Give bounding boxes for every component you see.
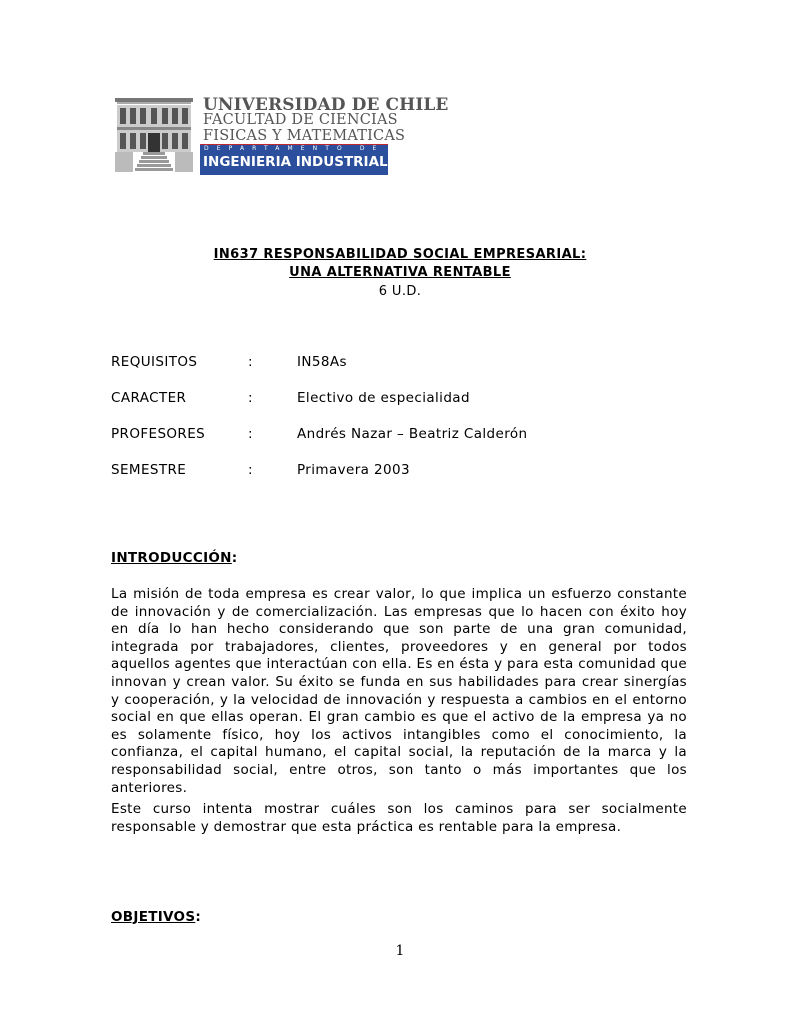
logo-faculty-line2: FISICAS Y MATEMATICAS — [203, 128, 406, 144]
field-semestre-label: SEMESTRE — [111, 462, 187, 478]
field-semestre-colon: : — [248, 462, 253, 478]
course-units: 6 U.D. — [378, 284, 422, 299]
objectives-heading — [111, 909, 201, 925]
course-title-line2 — [0, 265, 800, 280]
introduction-paragraph-2: Este curso intenta mostrar cuáles son los caminos para ser socialmente responsable y demostrar que esta práctica es rentable para la empresa. — [111, 801, 687, 835]
logo-accent-line — [200, 144, 388, 145]
course-title-line1-text: IN637 RESPONSABILIDAD SOCIAL EMPRESARIAL: — [213, 247, 587, 262]
objectives-heading-text: OBJETIVOS — [111, 909, 196, 925]
field-caracter-colon: : — [248, 390, 253, 406]
field-profesores-label: PROFESORES — [111, 426, 206, 442]
page-number: 1 — [395, 943, 405, 959]
field-caracter-value: Electivo de especialidad — [297, 390, 470, 406]
introduction-heading — [111, 550, 238, 566]
field-requisitos-value: IN58As — [297, 354, 347, 370]
introduction-paragraph-1: La misión de toda empresa es crear valor, lo que implica un esfuerzo constante de innovación y de comercialización. Las empresas que lo hacen con éxito hoy en día lo han hecho considerando que son parte de una gran comunidad, integrada por trabajadores, clientes, proveedores y en general por todos aquellos agentes que interactúan con ella. Es en ésta y para esta comunidad que innovan y crean valor. Su éxito se funda en sus habilidades para crear sinergías y cooperación, y la velocidad de innovación y respuesta a cambios en el entorno social en que ellas operan. El gran cambio es que el activo de la empresa ya no es solamente físico, hoy los activos intangibles como el conocimiento, la confianza, el capital humano, el capital social, la reputación de la marca y la responsabilidad social, entre otros, son tanto o más importantes que los anteriores. — [111, 586, 687, 796]
course-title-line1 — [0, 247, 800, 262]
faculty-building-icon — [113, 95, 195, 175]
logo-department-name: INGENIERIA INDUSTRIAL — [203, 154, 388, 170]
logo-department-label: DEPARTAMENTO DE — [204, 145, 385, 152]
logo-university-name: UNIVERSIDAD DE CHILE — [203, 95, 449, 115]
logo-department-band — [200, 144, 388, 175]
field-profesores-value: Andrés Nazar – Beatriz Calderón — [297, 426, 528, 442]
logo-faculty-line1: FACULTAD DE CIENCIAS — [203, 112, 398, 128]
introduction-heading-text: INTRODUCCIÓN — [111, 550, 232, 566]
field-caracter-label: CARACTER — [111, 390, 187, 406]
university-logo — [113, 95, 449, 175]
course-title-line2-text: UNA ALTERNATIVA RENTABLE — [289, 265, 511, 280]
introduction-heading-suffix: : — [231, 550, 238, 566]
field-requisitos-colon: : — [248, 354, 253, 370]
field-semestre-value: Primavera 2003 — [297, 462, 410, 478]
field-requisitos-label: REQUISITOS — [111, 354, 198, 370]
field-profesores-colon: : — [248, 426, 253, 442]
objectives-heading-suffix: : — [195, 909, 202, 925]
